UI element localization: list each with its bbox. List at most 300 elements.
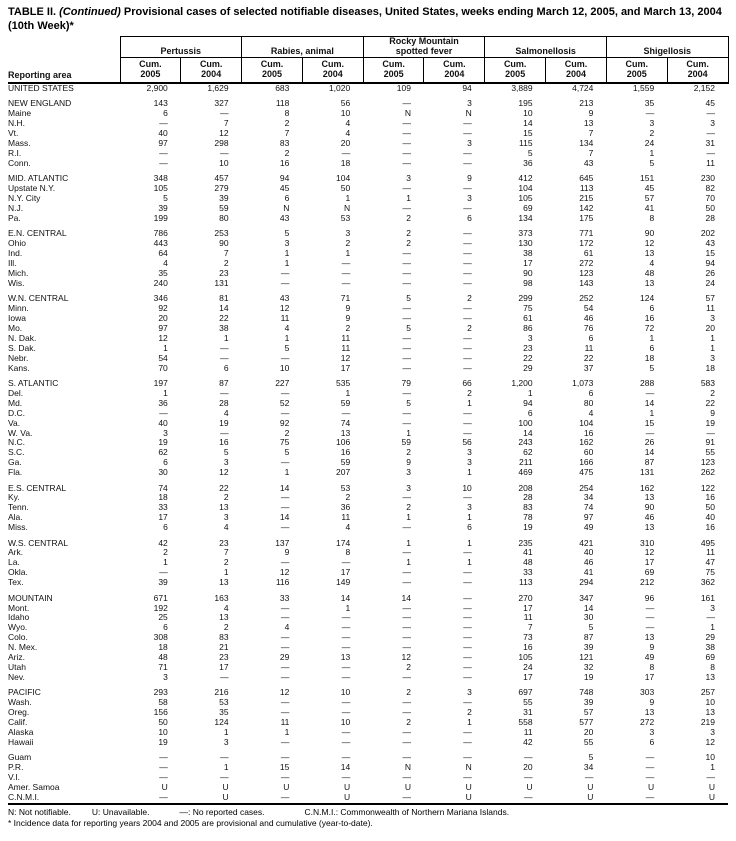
- cell-value: N: [404, 762, 411, 773]
- cell-value: 1: [649, 407, 655, 418]
- cell-value: 4: [588, 407, 594, 418]
- cell-value: 3: [710, 118, 715, 129]
- table-row: [8, 783, 728, 793]
- cell-value: 18: [705, 362, 715, 373]
- cell-value: 87: [644, 457, 655, 468]
- cell-value: 9: [345, 313, 351, 324]
- cell-reporting-area: Iowa: [8, 313, 26, 324]
- cell-reporting-area: N.C.: [8, 437, 25, 448]
- cell-value: 211: [519, 457, 533, 468]
- cell-value: 11: [341, 512, 351, 523]
- cell-value: 219: [700, 716, 715, 727]
- cell-value: 2: [284, 147, 290, 158]
- cell-value: —: [645, 427, 655, 438]
- cell-value: 6: [163, 108, 168, 119]
- cell-value: U: [404, 781, 411, 792]
- cell-value: 1: [345, 602, 351, 613]
- cell-value: 12: [644, 238, 655, 249]
- cell-reporting-area: MID. ATLANTIC: [8, 173, 69, 184]
- cell-value: 1: [467, 512, 472, 523]
- cell-value: 20: [523, 762, 533, 773]
- table-title: [8, 6, 728, 20]
- cell-value: —: [220, 752, 229, 763]
- cell-value: 3,889: [511, 83, 533, 93]
- cell-value: 11: [341, 342, 351, 353]
- table-row: [8, 513, 728, 523]
- cell-value: 2,900: [146, 83, 168, 93]
- cell-value: 14: [523, 427, 533, 438]
- table-row: [8, 119, 728, 129]
- cell-value: —: [402, 147, 411, 158]
- cell-reporting-area: Fla.: [8, 467, 23, 478]
- cell-value: 235: [518, 537, 533, 548]
- cell-value: 39: [158, 202, 168, 213]
- cell-value: 124: [214, 716, 229, 727]
- cell-value: —: [463, 277, 472, 288]
- cell-value: 8: [710, 661, 715, 672]
- cell-value: 69: [644, 567, 655, 578]
- cell-reporting-area: N.H.: [8, 118, 25, 129]
- cell-value: 25: [158, 612, 168, 623]
- cell-value: 57: [644, 193, 655, 204]
- cum-year-subheader: Cum. 2004: [302, 58, 363, 84]
- cell-value: —: [341, 622, 351, 633]
- cell-value: 106: [336, 437, 351, 448]
- cell-value: 41: [644, 202, 655, 213]
- cell-reporting-area: MOUNTAIN: [8, 592, 53, 603]
- cell-value: 19: [158, 437, 168, 448]
- footnote-legend-item: N: Not notifiable.: [8, 806, 71, 817]
- cell-value: 14: [279, 512, 290, 523]
- cell-value: —: [280, 602, 290, 613]
- cell-value: 72: [644, 322, 655, 333]
- cell-value: 48: [644, 267, 655, 278]
- cell-value: 82: [705, 183, 715, 194]
- cell-value: 39: [583, 697, 594, 708]
- cell-value: —: [645, 387, 655, 398]
- cell-value: 57: [705, 293, 715, 304]
- cell-value: 253: [214, 228, 229, 239]
- cell-value: —: [463, 147, 472, 158]
- cell-value: 5: [406, 322, 411, 333]
- cell-value: —: [706, 108, 715, 119]
- cell-value: 24: [644, 138, 655, 149]
- cell-value: 257: [700, 687, 715, 698]
- cell-value: 5: [649, 157, 655, 168]
- cell-value: 3: [467, 193, 472, 204]
- cum-year-subheader: Cum. 2004: [546, 58, 607, 84]
- cell-value: 151: [640, 173, 655, 184]
- cell-value: 134: [579, 138, 594, 149]
- cell-value: 3: [649, 726, 655, 737]
- table-row: [8, 214, 728, 224]
- cell-value: —: [402, 362, 411, 373]
- cell-value: 9: [345, 303, 351, 314]
- cell-value: —: [524, 752, 533, 763]
- cell-value: —: [645, 791, 655, 802]
- cell-value: 46: [644, 512, 655, 523]
- cell-value: 1: [710, 332, 715, 343]
- cell-value: —: [463, 736, 472, 747]
- cell-value: —: [463, 661, 472, 672]
- cell-value: 12: [705, 736, 715, 747]
- cell-value: 10: [523, 108, 533, 119]
- cell-value: N: [344, 202, 351, 213]
- cell-value: 10: [219, 157, 229, 168]
- cell-value: —: [341, 267, 351, 278]
- cell-value: 373: [518, 228, 533, 239]
- cell-value: —: [706, 772, 715, 782]
- cell-value: —: [280, 642, 290, 653]
- cell-value: 11: [706, 303, 715, 314]
- cell-value: —: [280, 632, 290, 643]
- cell-value: 19: [158, 736, 168, 747]
- table-row: [8, 379, 728, 389]
- cell-reporting-area: Del.: [8, 387, 24, 398]
- table-row: [8, 204, 728, 214]
- cell-value: —: [280, 557, 290, 568]
- cell-value: 346: [153, 293, 168, 304]
- cell-value: 6: [284, 193, 290, 204]
- cell-reporting-area: Ill.: [8, 258, 17, 268]
- cell-value: 1: [345, 387, 351, 398]
- table-row: [8, 109, 728, 119]
- cell-value: 12: [219, 128, 229, 139]
- cell-value: 41: [583, 567, 594, 578]
- table-row: [8, 83, 728, 94]
- table-row: [8, 314, 728, 324]
- cell-value: —: [341, 772, 351, 782]
- cell-value: 16: [583, 427, 594, 438]
- cell-value: U: [465, 791, 472, 802]
- cell-value: 213: [579, 98, 594, 109]
- cell-value: —: [280, 791, 290, 802]
- cell-value: —: [645, 108, 655, 119]
- cell-value: U: [587, 791, 594, 802]
- cell-reporting-area: Ky.: [8, 492, 20, 503]
- cell-value: 1: [710, 342, 715, 353]
- cell-value: 23: [219, 267, 229, 278]
- cell-value: —: [524, 772, 533, 782]
- cell-value: 5: [527, 147, 533, 158]
- cell-value: —: [280, 522, 290, 533]
- cell-value: 10: [340, 108, 351, 119]
- cell-value: 12: [279, 687, 290, 698]
- cell-value: 3: [163, 427, 168, 438]
- cell-reporting-area: Ala.: [8, 512, 23, 523]
- cell-value: 54: [583, 303, 594, 314]
- cell-value: 2,152: [693, 83, 715, 93]
- table-row: [8, 458, 728, 468]
- cell-value: 17: [340, 567, 351, 578]
- cell-value: —: [280, 697, 290, 708]
- cell-value: 78: [523, 512, 533, 523]
- cell-reporting-area: Miss.: [8, 522, 28, 533]
- table-row: [8, 399, 728, 409]
- cell-value: 36: [523, 157, 533, 168]
- cell-value: 15: [644, 417, 655, 428]
- cell-value: 279: [214, 183, 229, 194]
- cell-value: —: [402, 138, 411, 149]
- cell-reporting-area: D.C.: [8, 407, 25, 418]
- cell-value: —: [341, 707, 351, 718]
- cell-value: 6: [223, 362, 229, 373]
- cell-value: —: [402, 183, 411, 194]
- cell-value: 362: [700, 577, 715, 588]
- table-row: [8, 688, 728, 698]
- cell-value: 11: [706, 547, 715, 558]
- cell-value: 7: [527, 622, 533, 633]
- table-row: [8, 429, 728, 439]
- cell-value: 19: [583, 671, 594, 682]
- cell-value: 192: [153, 602, 168, 613]
- cell-value: 577: [579, 716, 594, 727]
- cell-value: 19: [705, 417, 715, 428]
- cell-value: 1: [649, 332, 655, 343]
- table-body: [8, 83, 728, 804]
- cell-value: 11: [523, 612, 533, 623]
- cell-value: —: [463, 632, 472, 643]
- cell-value: 2: [467, 322, 472, 333]
- cell-value: —: [341, 671, 351, 682]
- cum-year-subheader: Cum. 2005: [363, 58, 424, 84]
- cell-value: 6: [649, 342, 655, 353]
- cell-value: 3: [467, 457, 472, 468]
- cell-value: 5: [163, 193, 168, 204]
- table-row: [8, 229, 728, 239]
- cell-value: 443: [153, 238, 168, 249]
- cell-value: 303: [640, 687, 655, 698]
- table-row: [8, 389, 728, 399]
- table-row: [8, 448, 728, 458]
- cell-value: —: [402, 697, 411, 708]
- table-row: [8, 279, 728, 289]
- cell-value: —: [402, 387, 411, 398]
- cell-value: —: [463, 332, 472, 343]
- cell-value: 475: [579, 467, 594, 478]
- cell-value: 10: [705, 697, 715, 708]
- cell-value: 18: [158, 492, 168, 503]
- table-row: [8, 568, 728, 578]
- cell-value: 22: [219, 482, 229, 493]
- cell-value: 17: [219, 661, 229, 672]
- cell-value: 54: [158, 352, 168, 363]
- cell-value: 90: [644, 502, 655, 513]
- cell-value: U: [222, 791, 229, 802]
- cell-value: —: [402, 258, 411, 268]
- cell-value: 215: [579, 193, 594, 204]
- cell-value: 22: [705, 397, 715, 408]
- cell-reporting-area: V.I.: [8, 772, 20, 782]
- cell-value: 55: [583, 736, 594, 747]
- cell-value: 2: [223, 492, 229, 503]
- cell-value: —: [402, 772, 411, 782]
- cell-value: 6: [467, 212, 472, 223]
- cell-value: 1: [710, 762, 715, 773]
- cell-value: —: [159, 147, 168, 158]
- cell-value: —: [402, 303, 411, 314]
- cell-value: 23: [523, 342, 533, 353]
- title-table-label: TABLE II.: [8, 6, 57, 18]
- cell-value: 9: [284, 547, 290, 558]
- cell-value: 42: [158, 537, 168, 548]
- cell-value: 143: [153, 98, 168, 109]
- disease-group-header: Rocky Mountain spotted fever: [363, 37, 485, 58]
- cell-reporting-area: N.Y. City: [8, 193, 41, 204]
- table-row: [8, 354, 728, 364]
- cell-value: 121: [579, 652, 594, 663]
- cell-value: —: [159, 772, 168, 782]
- cell-value: —: [463, 352, 472, 363]
- cell-value: —: [341, 277, 351, 288]
- cell-value: 97: [583, 512, 594, 523]
- cell-value: 38: [523, 248, 533, 259]
- footnote-legend-item: C.N.M.I.: Commonwealth of Northern Mariana Islands.: [304, 806, 510, 817]
- cell-value: 13: [705, 671, 715, 682]
- table-row: [8, 643, 728, 653]
- cell-reporting-area: Tex.: [8, 577, 24, 588]
- cell-value: —: [463, 592, 472, 603]
- cell-value: 12: [401, 652, 411, 663]
- cell-value: 10: [279, 362, 290, 373]
- cell-value: 310: [640, 537, 655, 548]
- cell-value: —: [463, 492, 472, 503]
- cell-value: 13: [340, 427, 351, 438]
- cell-value: 12: [279, 303, 290, 314]
- cell-value: 74: [583, 502, 594, 513]
- cell-value: 11: [341, 332, 351, 343]
- cell-value: 81: [219, 293, 229, 304]
- cell-value: 6: [527, 407, 533, 418]
- cell-value: —: [402, 248, 411, 259]
- cell-value: 131: [640, 467, 655, 478]
- cell-value: 2: [649, 128, 655, 139]
- table-row: [8, 673, 728, 683]
- cell-value: 35: [158, 267, 168, 278]
- cell-value: —: [402, 567, 411, 578]
- cell-value: U: [648, 781, 655, 792]
- cell-value: —: [402, 128, 411, 139]
- cell-value: —: [463, 752, 472, 763]
- cell-value: —: [402, 98, 411, 109]
- cell-value: 69: [523, 202, 533, 213]
- cell-value: —: [220, 671, 229, 682]
- cell-value: 17: [523, 258, 533, 268]
- cell-value: 55: [705, 447, 715, 458]
- cell-value: —: [402, 522, 411, 533]
- cell-value: 30: [583, 612, 594, 623]
- cell-reporting-area: Mass.: [8, 138, 31, 149]
- cell-value: 2: [467, 387, 472, 398]
- cell-value: 26: [705, 267, 715, 278]
- cell-value: 29: [279, 652, 290, 663]
- cell-value: 1,020: [328, 83, 351, 93]
- cell-reporting-area: Kans.: [8, 362, 30, 373]
- cell-value: —: [341, 697, 351, 708]
- cell-value: 558: [518, 716, 533, 727]
- cell-value: U: [161, 781, 168, 792]
- cell-value: 240: [153, 277, 168, 288]
- cell-value: 9: [710, 407, 715, 418]
- cell-value: —: [402, 642, 411, 653]
- cell-value: —: [402, 407, 411, 418]
- table-row: [8, 269, 728, 279]
- cell-value: 3: [223, 457, 229, 468]
- cell-value: 13: [705, 707, 715, 718]
- cell-value: —: [341, 407, 351, 418]
- cell-value: U: [708, 791, 715, 802]
- cell-value: U: [465, 781, 472, 792]
- cell-value: —: [463, 567, 472, 578]
- cell-value: 14: [401, 592, 411, 603]
- cell-value: 1: [649, 147, 655, 158]
- cell-value: —: [463, 612, 472, 623]
- cell-value: 4: [223, 407, 229, 418]
- cell-value: 41: [523, 547, 533, 558]
- title-week-line: (10th Week)*: [8, 19, 74, 32]
- footnote-legend: [8, 807, 728, 818]
- cell-value: 2: [467, 707, 472, 718]
- cell-reporting-area: Calif.: [8, 716, 28, 727]
- cell-reporting-area: Maine: [8, 108, 32, 119]
- cell-value: —: [645, 752, 655, 763]
- cell-value: 38: [705, 642, 715, 653]
- table-row: [8, 773, 728, 783]
- cell-reporting-area: R.I.: [8, 147, 22, 158]
- cell-value: 202: [700, 228, 715, 239]
- cell-value: 1: [467, 716, 472, 727]
- cell-value: 40: [158, 417, 168, 428]
- cell-value: 12: [644, 547, 655, 558]
- cell-reporting-area: Md.: [8, 397, 23, 408]
- cell-reporting-area: Conn.: [8, 157, 31, 168]
- cell-value: 16: [279, 157, 290, 168]
- cell-value: —: [280, 407, 290, 418]
- cell-value: 24: [523, 661, 533, 672]
- cell-value: —: [463, 238, 472, 249]
- cell-value: —: [463, 417, 472, 428]
- cell-value: 5: [649, 362, 655, 373]
- cell-value: —: [159, 157, 168, 168]
- cell-value: 7: [223, 248, 229, 259]
- cell-reporting-area: E.N. CENTRAL: [8, 228, 67, 239]
- table-row: [8, 698, 728, 708]
- cell-value: 74: [158, 482, 168, 493]
- cell-value: 105: [518, 652, 533, 663]
- cell-value: —: [584, 772, 594, 782]
- cell-value: 50: [705, 502, 715, 513]
- cell-value: 59: [219, 202, 229, 213]
- cell-value: 122: [700, 482, 715, 493]
- cell-value: 131: [214, 277, 229, 288]
- cell-value: —: [463, 128, 472, 139]
- cell-value: 6: [649, 303, 655, 314]
- cell-value: —: [463, 258, 472, 268]
- cell-value: —: [463, 547, 472, 558]
- cell-value: 2: [406, 661, 411, 672]
- cell-value: 9: [467, 173, 472, 184]
- cell-value: 421: [579, 537, 594, 548]
- cell-value: 3: [527, 332, 533, 343]
- cell-value: 66: [462, 377, 472, 388]
- cell-value: —: [341, 557, 351, 568]
- cell-value: 2: [163, 547, 168, 558]
- cell-value: 5: [284, 342, 290, 353]
- cell-value: 143: [579, 277, 594, 288]
- cell-value: 29: [523, 362, 533, 373]
- cell-value: 137: [275, 537, 290, 548]
- cell-value: —: [402, 267, 411, 278]
